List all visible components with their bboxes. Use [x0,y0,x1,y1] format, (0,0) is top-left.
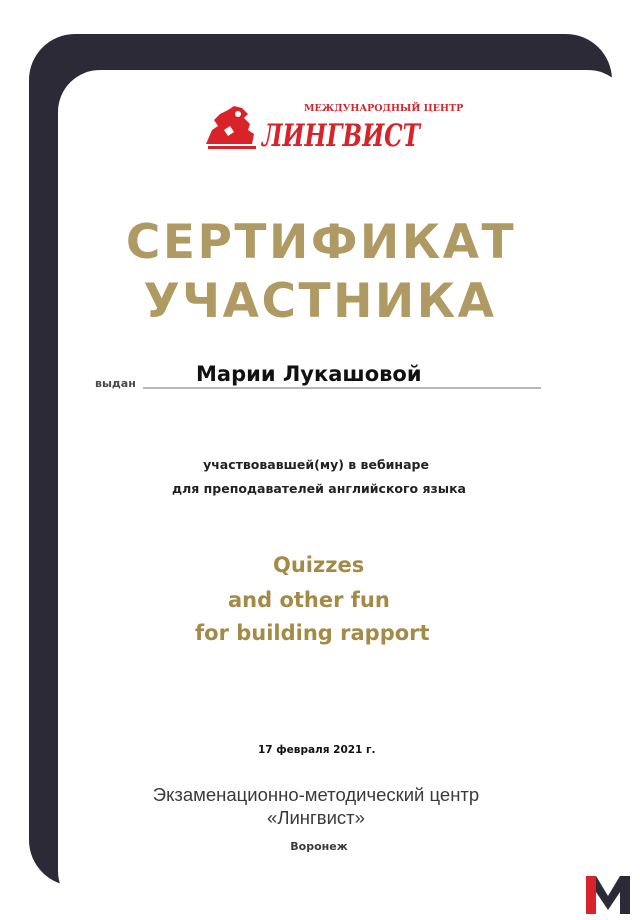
topic-line2: and other fun [228,588,390,612]
lion-emblem-icon [206,106,256,149]
certificate-title-line1: СЕРТИФИКАТ [125,215,517,270]
issued-label: выдан [95,377,136,390]
lingvist-logo [204,100,464,154]
description-line1: участвовавшей(му) в вебинаре [203,457,429,472]
issuer-city: Воронеж [290,840,348,853]
topic-line1: Quizzes [273,553,365,577]
issue-date: 17 февраля 2021 г. [258,744,376,756]
logo-main-text: ЛИНГВИСТ [260,118,422,154]
recipient-name: Марии Лукашовой [196,362,422,386]
description-line2: для преподавателей английского языка [172,481,466,496]
logo-top-text: МЕЖДУНАРОДНЫЙ ЦЕНТР [304,103,464,114]
topic-line3: for building rapport [195,621,430,645]
issuer-line1: Экзаменационно-методический центр [152,784,480,805]
certificate-title-line2: УЧАСТНИКА [143,274,497,329]
m-logo-icon [582,872,634,916]
issuer-line2: «Лингвист» [267,807,365,828]
recipient-underline [143,387,541,389]
